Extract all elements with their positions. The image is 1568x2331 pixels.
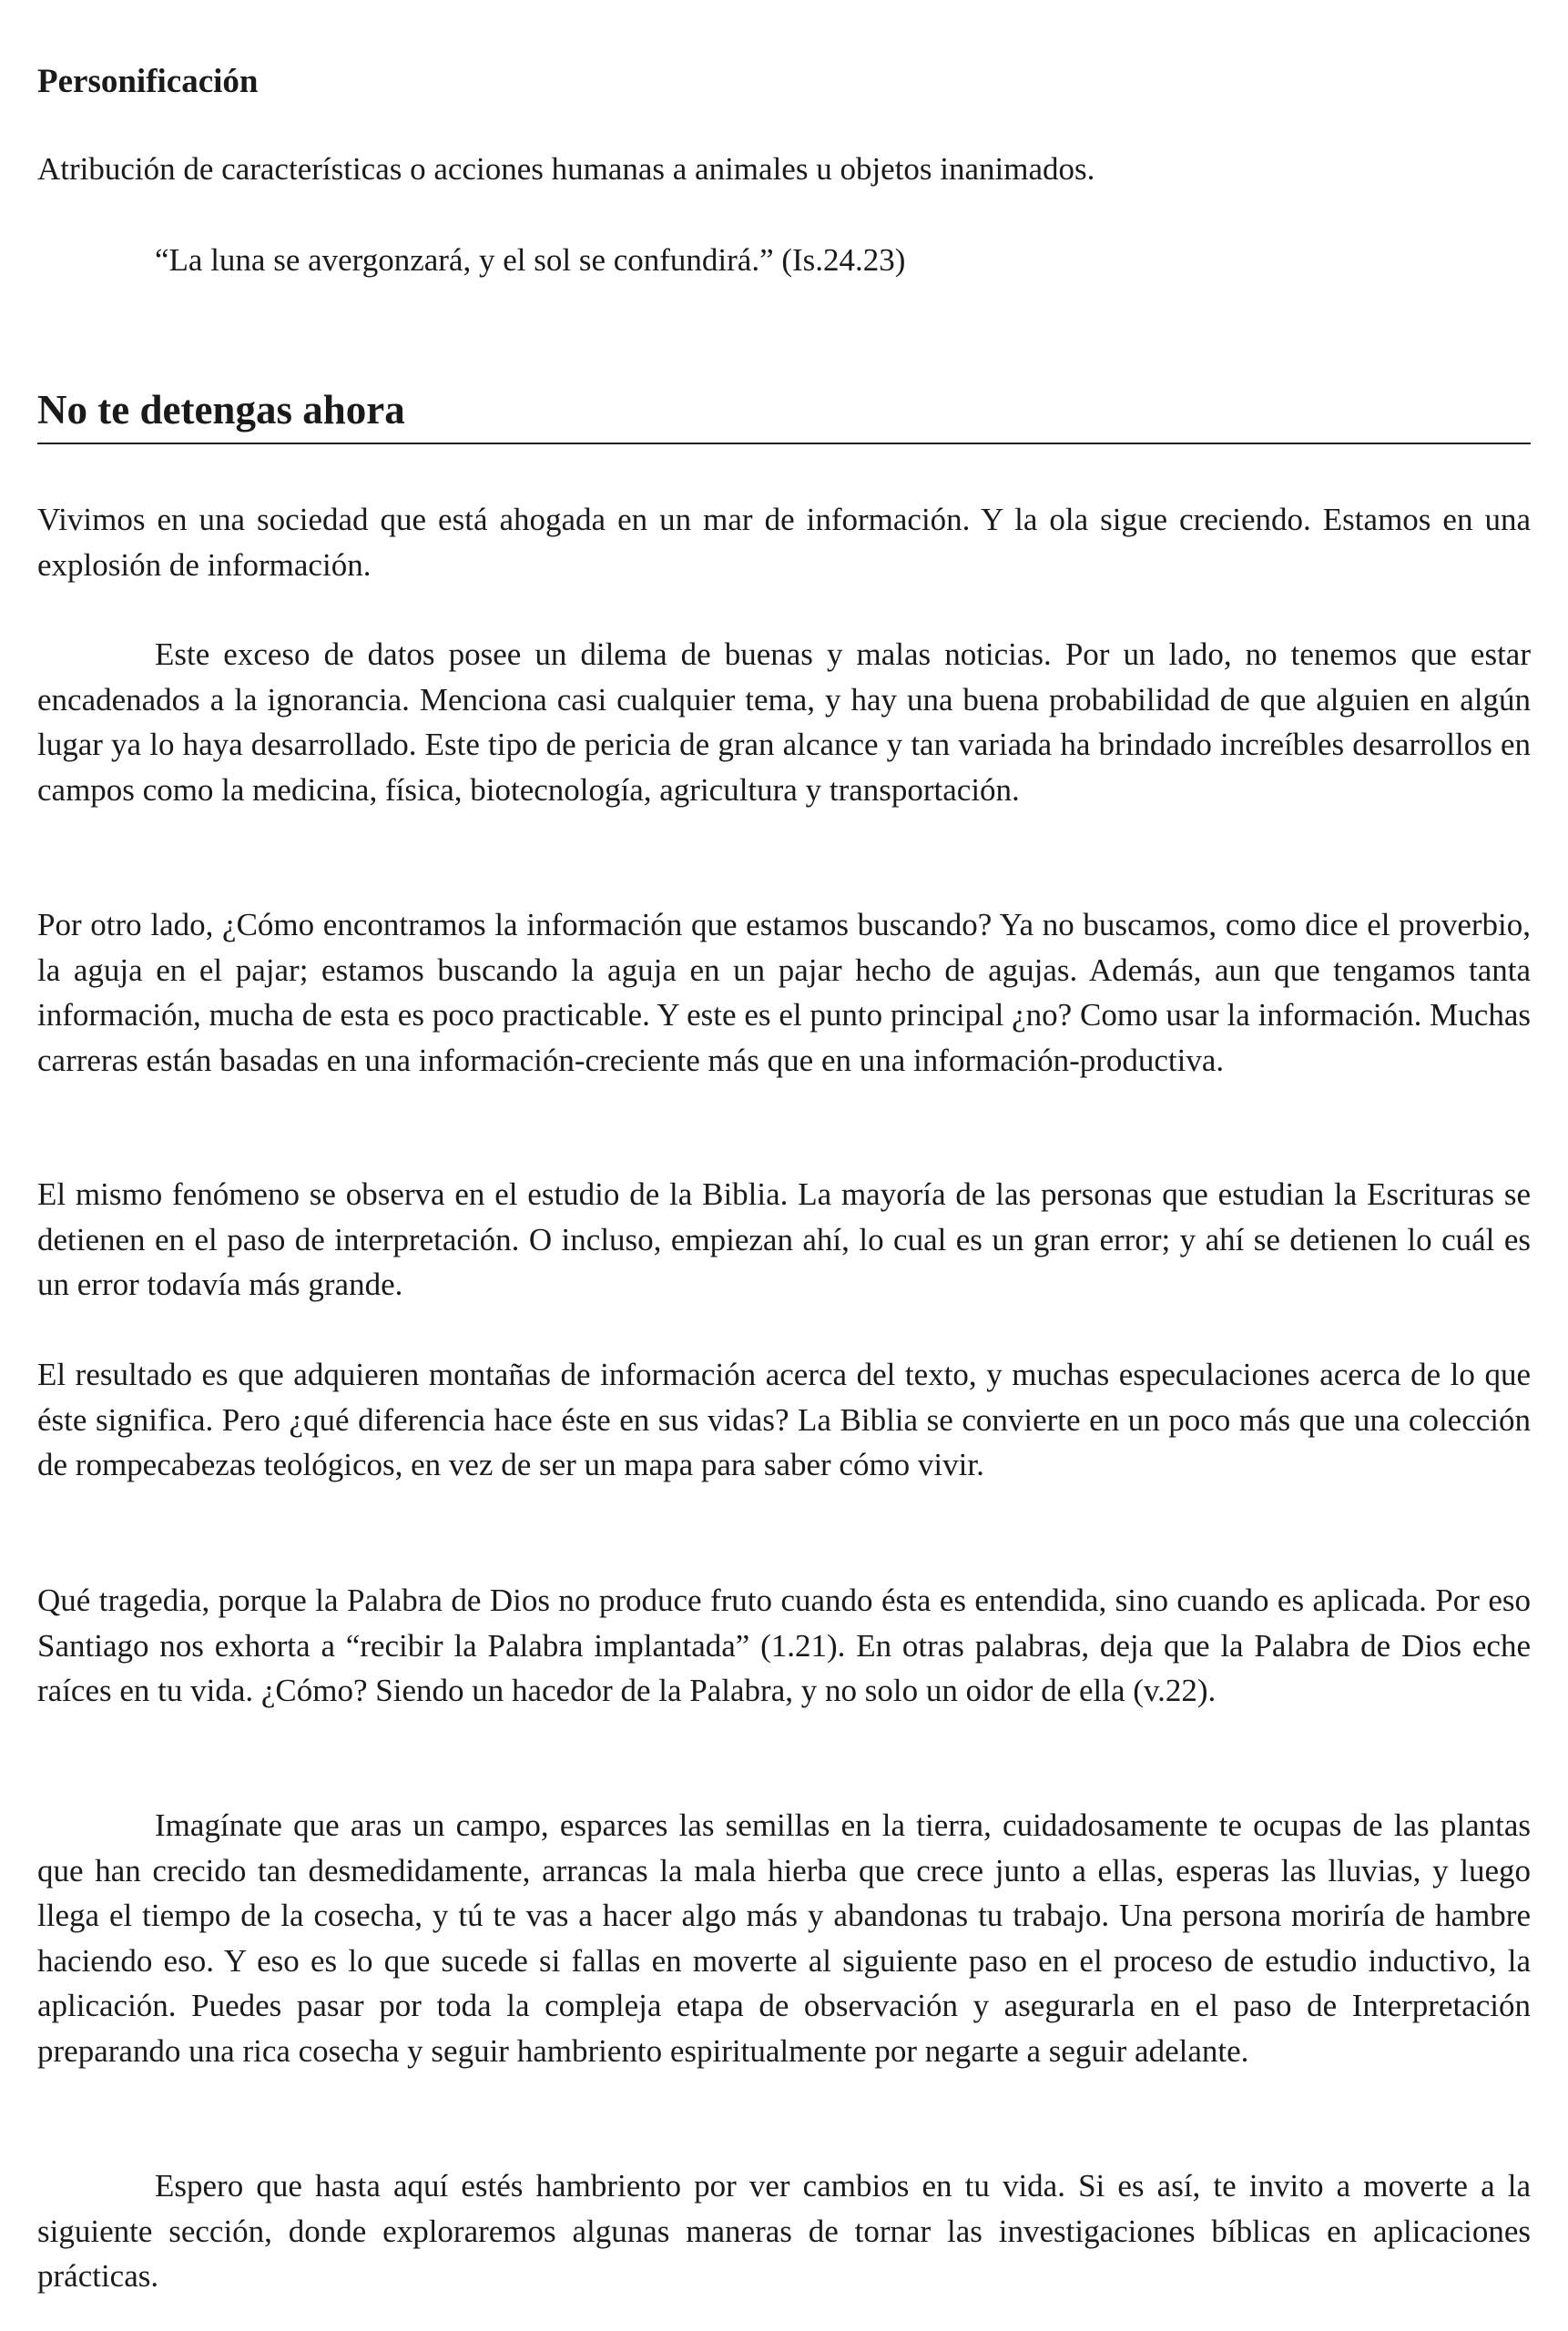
paragraph: Vivimos en una sociedad que está ahogada en un mar de información. Y la ola sigue creciendo. Estamos en una explosión de información. [37,502,1531,583]
section-heading: No te detengas ahora [37,382,1531,444]
paragraph: Qué tragedia, porque la Palabra de Dios no produce fruto cuando ésta es entendida, sino cuando es aplicada. Por eso Santiago nos exhorta a “recibir la Palabra implantada” (1.21). En otras palabras, deja que la Palabra de Dios eche raíces en tu vida. ¿Cómo? Siendo un hacedor de la Palabra, y no solo un oidor de ella (v.22). [37,1583,1531,1708]
paragraph: Por otro lado, ¿Cómo encontramos la información que estamos buscando? Ya no buscamos, como dice el proverbio, la aguja en el pajar; estamos buscando la aguja en un pajar hecho de agujas. Además, aun que tengamos tanta información, mucha de esta es poco practicable. Y este es el punto principal ¿no? Como usar la información. Muchas carreras están basadas en una información-creciente más que en una información-productiva. [37,907,1531,1078]
term-definition: Atribución de características o acciones humanas a animales u objetos inanimados. [37,151,1095,187]
paragraph: El mismo fenómeno se observa en el estudio de la Biblia. La mayoría de las personas que estudian la Escrituras se detienen en el paso de interpretación. O incluso, empiezan ahí, lo cual es un gran error; y ahí se detienen lo cuál es un error todavía más grande. [37,1176,1531,1302]
paragraph: Este exceso de datos posee un dilema de buenas y malas noticias. Por un lado, no tenemos que estar encadenados a la ignorancia. Menciona casi cualquier tema, y hay una buena probabilidad de que alguien en algún lugar ya lo haya desarrollado. Este tipo de pericia de gran alcance y tan variada ha brindado increíbles desarrollos en campos como la medicina, física, biotecnología, agricultura y transportación. [37,636,1531,808]
paragraph: Imagínate que aras un campo, esparces las semillas en la tierra, cuidadosamente te ocupas de las plantas que han crecido tan desmedidamente, arrancas la mala hierba que crece junto a ellas, esperas las lluvias, y luego llega el tiempo de la cosecha, y tú te vas a hacer algo más y abandonas tu trabajo. Una persona moriría de hambre haciendo eso. Y eso es lo que sucede si fallas en moverte al siguiente paso en el proceso de estudio inductivo, la aplicación. Puedes pasar por toda la compleja etapa de observación y asegurarla en el paso de Interpretación preparando una rica cosecha y seguir hambriento espiritualmente por negarte a seguir adelante. [37,1807,1531,2069]
example-quote: “La luna se avergonzará, y el sol se confundirá.” (Is.24.23) [155,242,906,278]
paragraph: Espero que hasta aquí estés hambriento por ver cambios en tu vida. Si es así, te invito a moverte a la siguiente sección, donde exploraremos algunas maneras de tornar las investigaciones bíblicas en aplicaciones prácticas. [37,2168,1531,2294]
paragraph: El resultado es que adquieren montañas de información acerca del texto, y muchas especulaciones acerca de lo que éste significa. Pero ¿qué diferencia hace éste en sus vidas? La Biblia se convierte en un poco más que una colección de rompecabezas teológicos, en vez de ser un mapa para saber cómo vivir. [37,1357,1531,1482]
term-heading: Personificación [37,63,259,100]
